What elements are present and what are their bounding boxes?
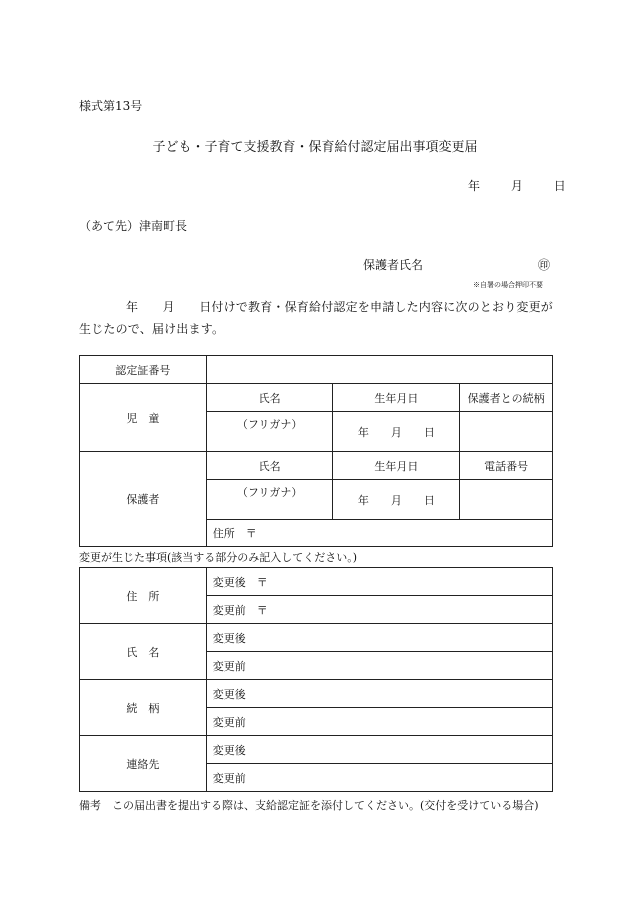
guardian-name-field[interactable]	[206, 480, 333, 520]
guardian-furigana-label: （フリガナ）	[236, 486, 303, 499]
cert-number-field[interactable]	[206, 356, 552, 384]
submission-date	[468, 177, 566, 194]
date-year: 年	[468, 179, 481, 193]
guardian-name-label: 保護者氏名	[363, 258, 424, 272]
child-birth-year: 年	[357, 425, 369, 439]
child-birth-day: 日	[423, 425, 435, 439]
change-name-label: 氏 名	[80, 624, 207, 680]
guardian-birth-header: 生年月日	[333, 452, 460, 480]
guardian-birth-day: 日	[423, 493, 435, 507]
address-after-field[interactable]: 変更後 〒	[206, 568, 552, 596]
child-relation-header: 保護者との続柄	[460, 384, 553, 412]
guardian-phone-header: 電話番号	[460, 452, 553, 480]
guardian-birth-year: 年	[357, 493, 369, 507]
change-contact-label: 連絡先	[80, 736, 207, 792]
date-month: 月	[510, 179, 523, 193]
intro-text: 年 月 日付けで教育・保育給付認定を申請した内容に次のとおり変更が生じたので、届け出ます。	[79, 300, 554, 336]
name-after-field[interactable]: 変更後	[206, 624, 552, 652]
contact-after-field[interactable]: 変更後	[206, 736, 552, 764]
relation-after-field[interactable]: 変更後	[206, 680, 552, 708]
name-before-field[interactable]: 変更前	[206, 652, 552, 680]
child-furigana-label: （フリガナ）	[236, 418, 303, 431]
child-label: 児 童	[80, 384, 207, 452]
child-name-header: 氏名	[206, 384, 333, 412]
contact-before-field[interactable]: 変更前	[206, 764, 552, 792]
guardian-birth-month: 月	[390, 493, 402, 507]
form-title: 子ども・子育て支援教育・保育給付認定届出事項変更届	[152, 140, 478, 155]
child-birth-field[interactable]	[333, 412, 460, 452]
guardian-name-header: 氏名	[206, 452, 333, 480]
address-before-field[interactable]: 変更前 〒	[206, 596, 552, 624]
guardian-phone-field[interactable]	[460, 480, 553, 520]
child-relation-field[interactable]	[460, 412, 553, 452]
change-address-label: 住 所	[80, 568, 207, 624]
child-name-field[interactable]	[206, 412, 333, 452]
seal-mark-icon: ㊞	[538, 258, 551, 272]
guardian-label: 保護者	[80, 452, 207, 547]
child-birth-header: 生年月日	[333, 384, 460, 412]
cert-number-label: 認定証番号	[80, 356, 207, 384]
date-day: 日	[553, 179, 566, 193]
change-relation-label: 続 柄	[80, 680, 207, 736]
info-table	[79, 355, 553, 547]
guardian-birth-field[interactable]	[333, 480, 460, 520]
changes-section-label: 変更が生じた事項(該当する部分のみ記入してください。)	[79, 551, 358, 564]
guardian-address-field[interactable]: 住所 〒	[206, 520, 552, 547]
changes-table	[79, 567, 553, 792]
addressee: （あて先）津南町長	[79, 219, 188, 233]
form-number: 様式第13号	[79, 99, 143, 113]
remarks: 備考 この届出書を提出する際は、支給認定証を添付してください。(交付を受けている場合)	[79, 799, 539, 812]
seal-note: ※自署の場合押印不要	[473, 281, 543, 289]
child-birth-month: 月	[390, 425, 402, 439]
relation-before-field[interactable]: 変更前	[206, 708, 552, 736]
